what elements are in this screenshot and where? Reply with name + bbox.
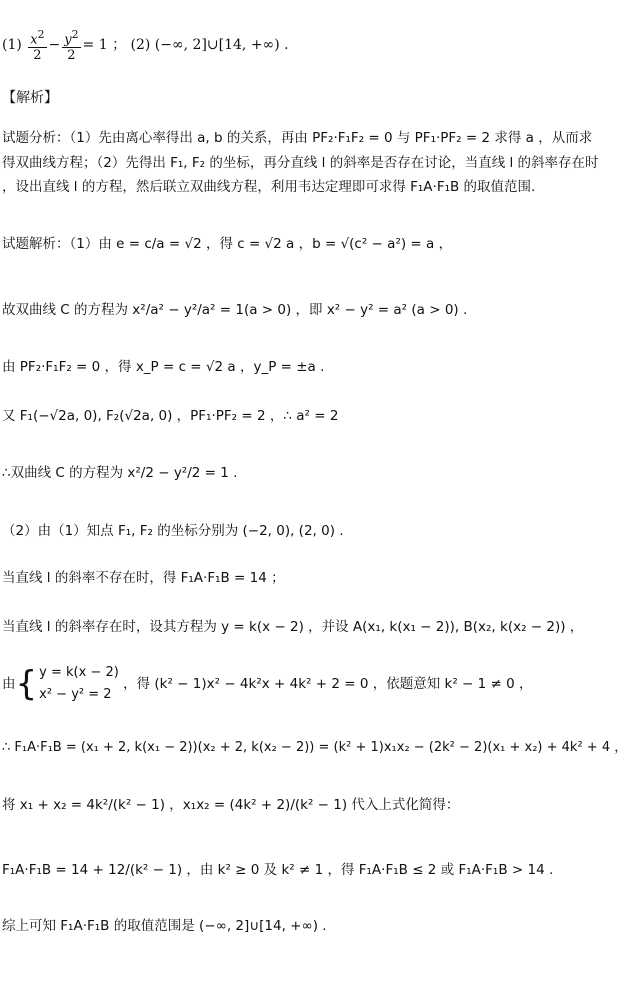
solution-line-8: 当直线 l 的斜率存在时，设其方程为 y = k(x − 2) ，并设 A(x₁, k(x₁ − 2)), B(x₂, k(x₂ − 2)) ，	[2, 619, 584, 635]
answer-end: .	[284, 37, 289, 54]
analysis-line-2: 得双曲线方程；（2）先得出 F₁, F₂ 的坐标，再分直线 l 的斜率是否存在讨论，当直线 l 的斜率存在时	[2, 155, 599, 171]
answer-line: (1) $\frac{x^2}{2}$ − $\frac{y^2}{2}$ = 1 ； (2) (−∞, 2]∪[14, +∞) .	[2, 28, 289, 64]
solution-line-11: 将 x₁ + x₂ = 4k²/(k² − 1) ，x₁x₂ = (4k² + 2)/(k² − 1) 代入上式化简得：	[2, 797, 460, 813]
answer-part1-label: (1)	[2, 37, 22, 54]
system-brace: {	[15, 664, 38, 704]
solution-line-5: ∴双曲线 C 的方程为 x²/2 − y²/2 = 1 .	[2, 465, 238, 481]
solution-line-3: 由 PF₂·F₁F₂ = 0 ，得 x_P = c = √2 a ，y_P = ±a .	[2, 359, 325, 375]
analysis-line-3: ，设出直线 l 的方程，然后联立双曲线方程，利用韦达定理即可求得 F₁A·F₁B 的取值范围.	[2, 179, 536, 195]
analysis-header: 【解析】	[2, 90, 58, 106]
answer-frac-y: $\frac{y^2}{2}$	[64, 28, 79, 64]
solution-line-7: 当直线 l 的斜率不存在时，得 F₁A·F₁B = 14 ；	[2, 570, 285, 586]
solution-line-4: 又 F₁(−√2a, 0), F₂(√2a, 0) ，PF₁·PF₂ = 2 ，∴ a² = 2	[2, 408, 339, 424]
answer-frac-x: $\frac{x^2}{2}$	[30, 28, 45, 64]
solution-line-1: 试题解析：（1）由 e = c/a = √2 ，得 c = √2 a ，b = √(c² − a²) = a ，	[2, 236, 453, 252]
solution-line-6: （2）由（1）知点 F₁, F₂ 的坐标分别为 (−2, 0), (2, 0) .	[2, 523, 344, 539]
system-eq-2: x² − y² = 2	[39, 687, 112, 702]
solution-line-12: F₁A·F₁B = 14 + 12/(k² − 1) ，由 k² ≥ 0 及 k² ≠ 1 ，得 F₁A·F₁B ≤ 2 或 F₁A·F₁B > 14 .	[2, 862, 554, 878]
system-eq-1: y = k(x − 2)	[39, 665, 119, 680]
solution-line-2: 故双曲线 C 的方程为 x²/a² − y²/a² = 1(a > 0) ，即 x² − y² = a² (a > 0) .	[2, 302, 468, 318]
answer-part2: (2) (−∞, 2]∪[14, +∞)	[130, 37, 280, 54]
solution-line-13: 综上可知 F₁A·F₁B 的取值范围是 (−∞, 2]∪[14, +∞) .	[2, 918, 327, 934]
analysis-line-1: 试题分析：（1）先由离心率得出 a, b 的关系，再由 PF₂·F₁F₂ = 0 与 PF₁·PF₂ = 2 求得 a ，从而求	[2, 130, 593, 146]
solution-line-10: ∴ F₁A·F₁B = (x₁ + 2, k(x₁ − 2))(x₂ + 2, k(x₂ − 2)) = (k² + 1)x₁x₂ − (2k² − 2)(x₁ + x₂) + 4k² + 4 ，	[2, 740, 628, 755]
equation-system	[39, 662, 119, 706]
solution-line-9: 由{ y = k(x − 2) x² − y² = 2 ，得 (k² − 1)x² − 4k²x + 4k² + 2 = 0 ，依题意知 k² − 1 ≠ 0 ，	[2, 664, 533, 704]
system-result: ，得 (k² − 1)x² − 4k²x + 4k² + 2 = 0 ，依题意知 k² − 1 ≠ 0 ，	[123, 676, 533, 692]
answer-sep: ；	[112, 37, 127, 54]
